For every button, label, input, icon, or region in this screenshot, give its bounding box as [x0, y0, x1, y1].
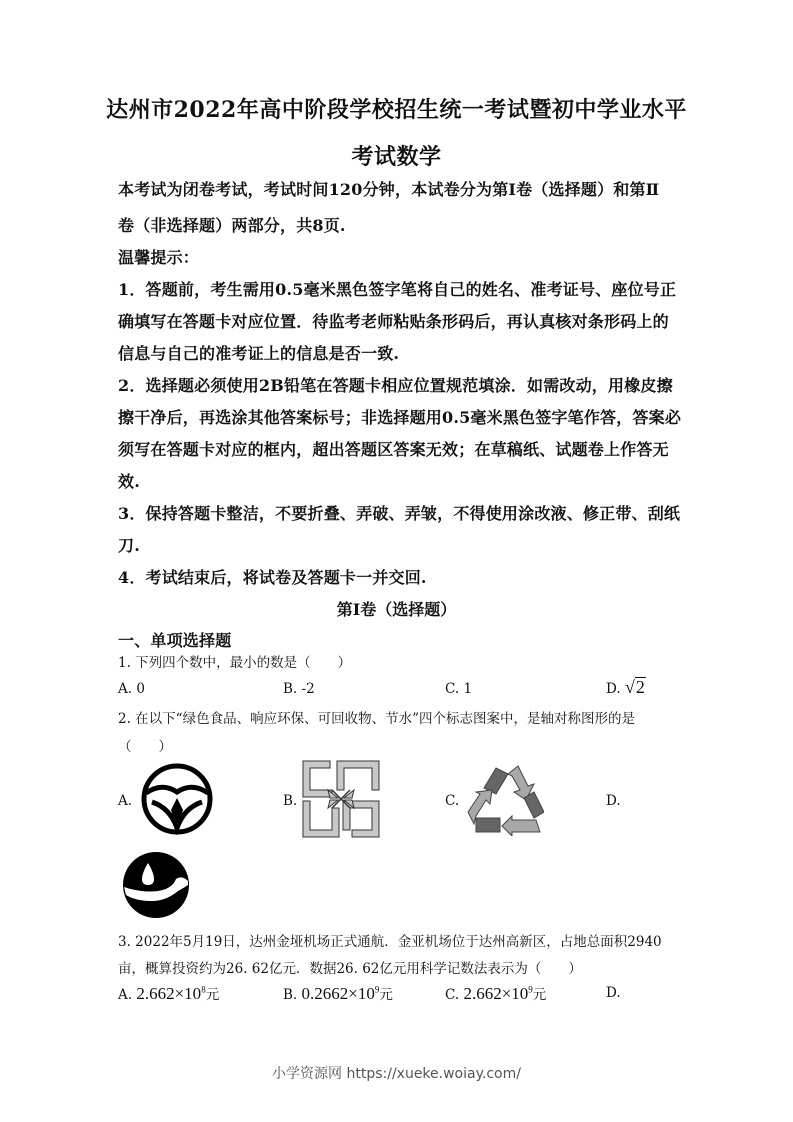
- tip-2-line-3: 须写在答题卡对应的框内，超出答题区答案无效；在草稿纸、试题卷上作答无: [118, 440, 669, 459]
- tips-heading: 温馨提示：: [118, 248, 200, 267]
- option-label: D.: [606, 985, 621, 1001]
- option-value: $2.662\times 10^9$: [463, 984, 533, 1003]
- option-label: A.: [118, 987, 133, 1003]
- question-2-stem-line-1: 2. 在以下“绿色食品、响应环保、可回收物、节水”四个标志图案中，是轴对称图形的是: [118, 711, 635, 727]
- tip-2-line-2: 擦干净后，再选涂其他答案标号；非选择题用0.5毫米黑色签字笔作答，答案必: [118, 408, 682, 427]
- question-3-stem-line-2: 亩，概算投资约为26. 62亿元．数据26. 62亿元用科学记数法表示为（ ）: [118, 961, 582, 977]
- q3-option-a: [118, 983, 219, 1004]
- green-food-logo-icon: [140, 762, 214, 836]
- option-label: C.: [445, 987, 460, 1003]
- unit: 元: [379, 987, 393, 1003]
- q1-option-a: [118, 681, 145, 697]
- option-value: $2.662\times 10^8$: [136, 984, 206, 1003]
- option-label: D.: [606, 681, 621, 697]
- question-1-stem: 1. 下列四个数中，最小的数是（ ）: [118, 655, 352, 671]
- q2-option-c-label: C.: [445, 793, 460, 809]
- radicand: 2: [635, 677, 645, 697]
- option-value: 1: [463, 681, 473, 697]
- option-label: B.: [283, 987, 298, 1003]
- intro-line-2: 卷（非选择题）两部分，共8页.: [118, 216, 346, 235]
- unit: 元: [532, 987, 547, 1003]
- q3-option-c: [445, 983, 546, 1004]
- title-line-2: 考试数学: [351, 144, 442, 170]
- option-label: A.: [118, 681, 133, 697]
- recycling-logo-icon: [464, 762, 544, 836]
- q2-option-a-label: A.: [118, 793, 133, 809]
- unit: 元: [205, 987, 220, 1003]
- tip-1-line-3: 信息与自己的准考证上的信息是否一致.: [118, 344, 400, 363]
- question-2-stem-line-2: （ ）: [118, 739, 172, 755]
- footer-watermark: 小学资源网 https://xueke.woiay.com/: [272, 1066, 521, 1082]
- environmental-protection-logo-icon: [302, 760, 380, 838]
- option-value: 0: [136, 681, 145, 697]
- question-3-stem-line-1: 3. 2022年5月19日，达州金垭机场正式通航．金亚机场位于达州高新区，占地总面积2940: [118, 934, 662, 950]
- tip-1-line-2: 确填写在答题卡对应位置．待监考老师粘贴条形码后，再认真核对条形码上的: [118, 312, 669, 331]
- tip-3-line-2: 刀.: [118, 536, 140, 555]
- tip-4-line-1: 4．考试结束后，将试卷及答题卡一并交回.: [118, 568, 427, 587]
- q1-option-c: [445, 681, 472, 697]
- q1-option-b: [283, 681, 315, 697]
- option-label: B.: [283, 681, 298, 697]
- title-line-1: 达州市2022年高中阶段学校招生统一考试暨初中学业水平: [106, 97, 687, 123]
- q2-option-b-label: B.: [283, 793, 298, 809]
- option-label: C.: [445, 681, 460, 697]
- part-heading: 一、单项选择题: [118, 631, 232, 650]
- option-value: $0.2662\times 10^9$: [301, 984, 380, 1003]
- sqrt-expression: √2: [624, 677, 645, 697]
- intro-line-1: 本考试为闭卷考试，考试时间120分钟，本试卷分为第Ⅰ卷（选择题）和第Ⅱ: [118, 180, 660, 199]
- q3-option-b: [283, 983, 393, 1004]
- tip-2-line-4: 效.: [118, 472, 140, 491]
- tip-3-line-1: 3．保持答题卡整洁，不要折叠、弄破、弄皱，不得使用涂改液、修正带、刮纸: [118, 504, 681, 523]
- section-title: 第Ⅰ卷（选择题）: [336, 600, 457, 619]
- water-saving-logo-icon: [122, 851, 190, 919]
- tip-1-line-1: 1．答题前，考生需用0.5毫米黑色签字笔将自己的姓名、准考证号、座位号正: [118, 280, 677, 299]
- option-value: -2: [301, 681, 315, 697]
- q2-option-d-label: D.: [606, 793, 621, 809]
- q3-option-d: [606, 985, 621, 1001]
- tip-2-line-1: 2．选择题必须使用2B铅笔在答题卡相应位置规范填涂．如需改动，用橡皮擦: [118, 376, 673, 395]
- q1-option-d: [606, 677, 646, 698]
